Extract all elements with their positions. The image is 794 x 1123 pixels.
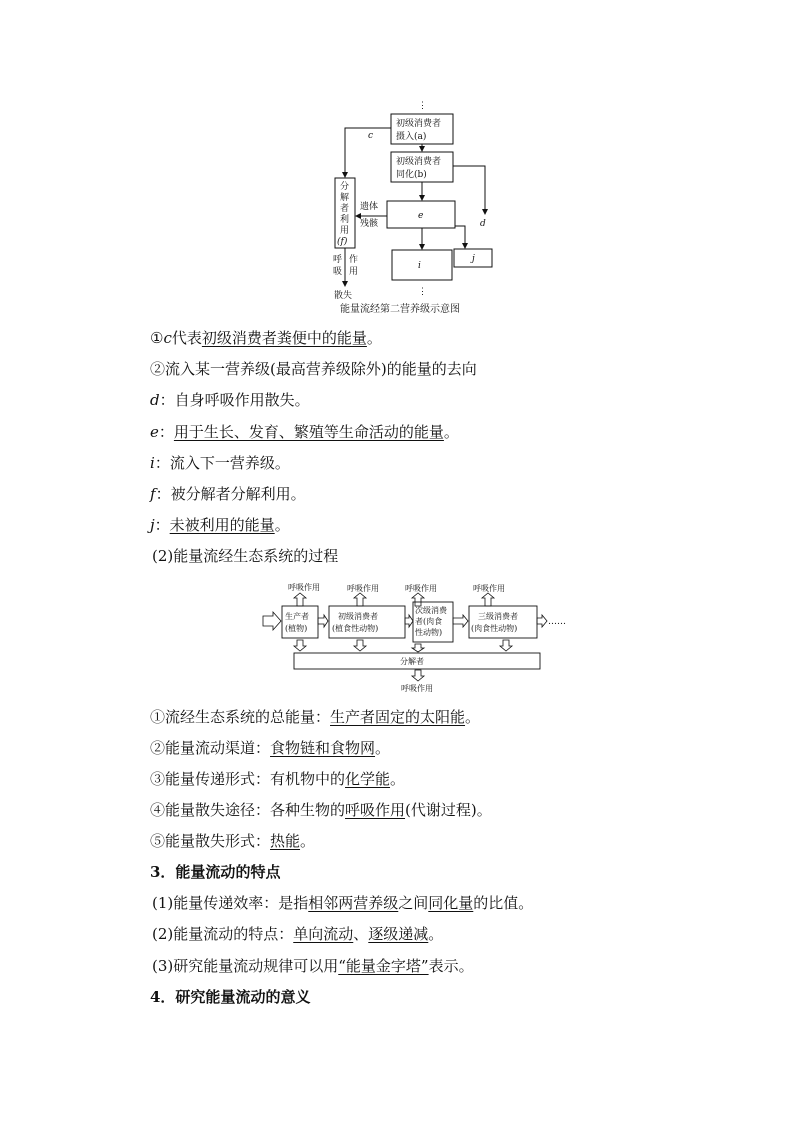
- box-b-line2: 同化(b): [396, 170, 427, 180]
- line-i: i：流入下一营养级。: [150, 454, 290, 472]
- ecosystem-flow-diagram: [260, 578, 580, 696]
- line-energy-destination: ②流入某一营养级(最高营养级除外)的能量的去向: [150, 360, 477, 378]
- primary-consumer-box: [329, 606, 405, 638]
- secondary-line1: 次级消费: [415, 606, 447, 615]
- label-zuoyong-2: 用: [349, 267, 359, 277]
- line-flow-channel: ②能量流动渠道：食物链和食物网。: [150, 739, 391, 757]
- box-i-label: i: [418, 261, 421, 271]
- diagram1-caption: 能量流经第二营养级示意图: [340, 304, 460, 315]
- line-total-energy: ①流经生态系统的总能量：生产者固定的太阳能。: [150, 708, 481, 726]
- box-e-label: e: [418, 211, 424, 221]
- box-f-ch4: 利: [340, 215, 350, 225]
- box-a-line1: 初级消费者: [396, 119, 442, 129]
- resp-tertiary: 呼吸作用: [473, 584, 505, 593]
- box-f-ch2: 解: [340, 193, 350, 203]
- secondary-line2: 者(肉食: [415, 617, 443, 626]
- line-e: e：用于生长、发育、繁殖等生命活动的能量。: [150, 423, 459, 441]
- trailing-dots: ……: [548, 617, 566, 627]
- resp-decomposer: 呼吸作用: [401, 684, 433, 693]
- tertiary-consumer-box: [469, 606, 537, 638]
- ecosystem-flow-svg: [260, 578, 580, 696]
- line-transfer-form: ③能量传递形式：有机物中的化学能。: [150, 770, 406, 788]
- label-remains-1: 遗体: [360, 202, 379, 212]
- label-sanshi: 散失: [334, 291, 353, 301]
- resp-primary: 呼吸作用: [347, 584, 379, 593]
- primary-line1: 初级消费者: [338, 612, 378, 621]
- tertiary-line2: (肉食性动物): [471, 624, 518, 633]
- tertiary-line1: 三级消费者: [478, 612, 518, 621]
- line-c-meaning: ①c代表初级消费者粪便中的能量。: [150, 329, 382, 347]
- box-f-ch6: (f): [337, 237, 348, 247]
- secondary-line3: 性动物): [415, 628, 443, 637]
- label-zuoyong-1: 作: [349, 255, 359, 265]
- label-remains-2: 残骸: [360, 219, 379, 229]
- resp-secondary: 呼吸作用: [405, 584, 437, 593]
- box-f-ch3: 者: [340, 204, 350, 214]
- line-loss-path: ④能量散失途径：各种生物的呼吸作用(代谢过程)。: [150, 801, 492, 819]
- box-j-label: j: [472, 254, 475, 264]
- producer-box: [282, 606, 318, 638]
- line-energy-pyramid: (3)研究能量流动规律可以用“能量金字塔”表示。: [152, 957, 474, 975]
- label-resp-1: 呼: [333, 255, 343, 265]
- producer-line2: (植物): [285, 624, 308, 633]
- heading-characteristics: 3．能量流动的特点: [150, 863, 281, 881]
- decomposer-label: 分解者: [400, 657, 424, 666]
- line-transfer-efficiency: (1)能量传递效率：是指相邻两营养级之间同化量的比值。: [152, 894, 534, 912]
- line-process-heading: (2)能量流经生态系统的过程: [152, 547, 339, 565]
- line-flow-features: (2)能量流动的特点：单向流动、逐级递减。: [152, 925, 444, 943]
- bottom-dots: ⋮: [418, 287, 427, 297]
- top-dots: ⋮: [418, 101, 427, 111]
- energy-flow-diagram-svg: [330, 96, 500, 301]
- producer-line1: 生产者: [285, 612, 309, 621]
- box-f-ch5: 用: [340, 226, 350, 236]
- line-loss-form: ⑤能量散失形式：热能。: [150, 832, 316, 850]
- line-f: f：被分解者分解利用。: [150, 485, 306, 503]
- line-d: d：自身呼吸作用散失。: [150, 391, 310, 409]
- box-a-line2: 摄入(a): [396, 132, 427, 142]
- label-d: d: [480, 219, 486, 229]
- box-i: [392, 250, 452, 280]
- line-j: j：未被利用的能量。: [150, 516, 290, 534]
- label-c: c: [368, 131, 374, 141]
- energy-flow-diagram: [330, 96, 500, 301]
- box-f-ch1: 分: [340, 182, 350, 192]
- box-b-line1: 初级消费者: [396, 157, 442, 167]
- heading-significance: 4．研究能量流动的意义: [150, 988, 311, 1006]
- primary-line2: (植食性动物): [332, 624, 379, 633]
- label-resp-2: 吸: [333, 267, 343, 277]
- resp-producer: 呼吸作用: [288, 583, 320, 592]
